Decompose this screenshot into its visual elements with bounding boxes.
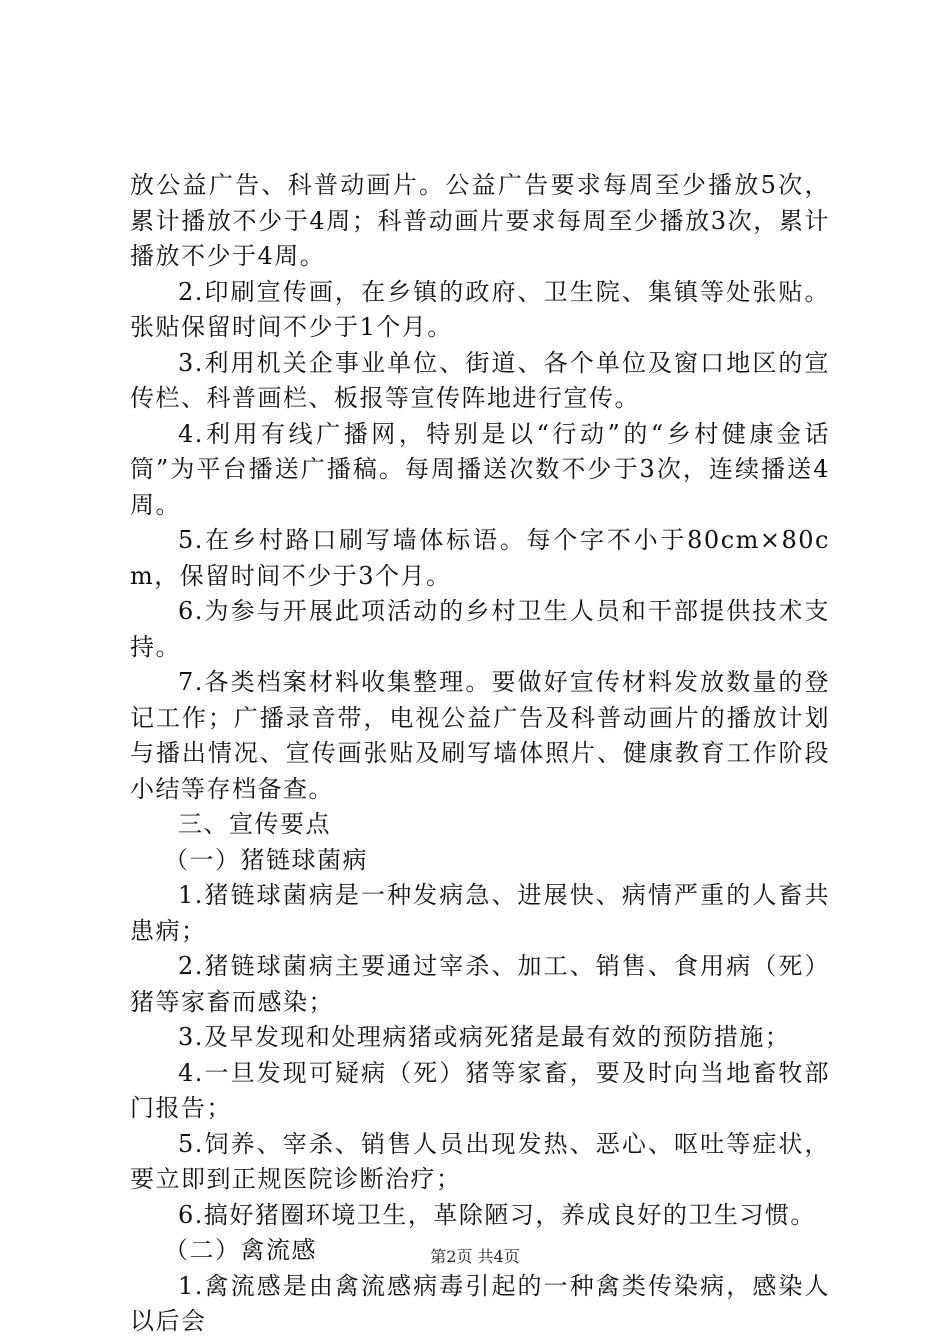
paragraph: 2.印刷宣传画，在乡镇的政府、卫生院、集镇等处张贴。张贴保留时间不少于1个月。: [130, 277, 830, 341]
paragraph: 2.猪链球菌病主要通过宰杀、加工、销售、食用病（死）猪等家畜而感染；: [130, 952, 830, 1016]
paragraph: 4.一旦发现可疑病（死）猪等家畜，要及时向当地畜牧部门报告；: [130, 1058, 830, 1122]
subsection-heading: （一）猪链球菌病: [164, 845, 368, 874]
section-heading: 三、宣传要点: [178, 810, 331, 838]
paragraph: 5.饲养、宰杀、销售人员出现发热、恶心、呕吐等症状，要立即到正规医院诊断治疗；: [130, 1129, 830, 1193]
paragraph: 6.为参与开展此项活动的乡村卫生人员和干部提供技术支持。: [130, 597, 830, 661]
paragraph: 7.各类档案材料收集整理。要做好宣传材料发放数量的登记工作；广播录音带，电视公益广告及科普动画片的播放计划与播出情况、宣传画张贴及刷写墙体照片、健康教育工作阶段小结等存档备查。: [130, 668, 830, 803]
paragraph: 放公益广告、科普动画片。公益广告要求每周至少播放5次，累计播放不少于4周；科普动画片要求每周至少播放3次，累计播放不少于4周。: [130, 171, 830, 270]
paragraph: 6.搞好猪圈环境卫生，革除陋习，养成良好的卫生习惯。: [178, 1200, 816, 1229]
paragraph: 3.及早发现和处理病猪或病死猪是最有效的预防措施；: [178, 1023, 791, 1051]
paragraph: 1.猪链球菌病是一种发病急、进展快、病情严重的人畜共患病；: [130, 881, 830, 945]
paragraph: 5.在乡村路口刷写墙体标语。每个字不小于80cm×80cm，保留时间不少于3个月。: [130, 526, 830, 590]
subsection-heading: （二）禽流感: [164, 1236, 317, 1264]
page-footer: [0, 1247, 950, 1267]
document-body: [130, 168, 830, 1340]
paragraph: 1.禽流感是由禽流感病毒引起的一种禽类传染病，感染人以后会: [130, 1271, 830, 1335]
paragraph: 3.利用机关企事业单位、街道、各个单位及窗口地区的宣传栏、科普画栏、板报等宣传阵地进行宣传。: [130, 348, 830, 412]
page-number-label: 第2页 共4页: [430, 1247, 520, 1266]
paragraph: 4.利用有线广播网，特别是以“行动”的“乡村健康金话筒”为平台播送广播稿。每周播送次数不少于3次，连续播送4周。: [130, 419, 830, 519]
